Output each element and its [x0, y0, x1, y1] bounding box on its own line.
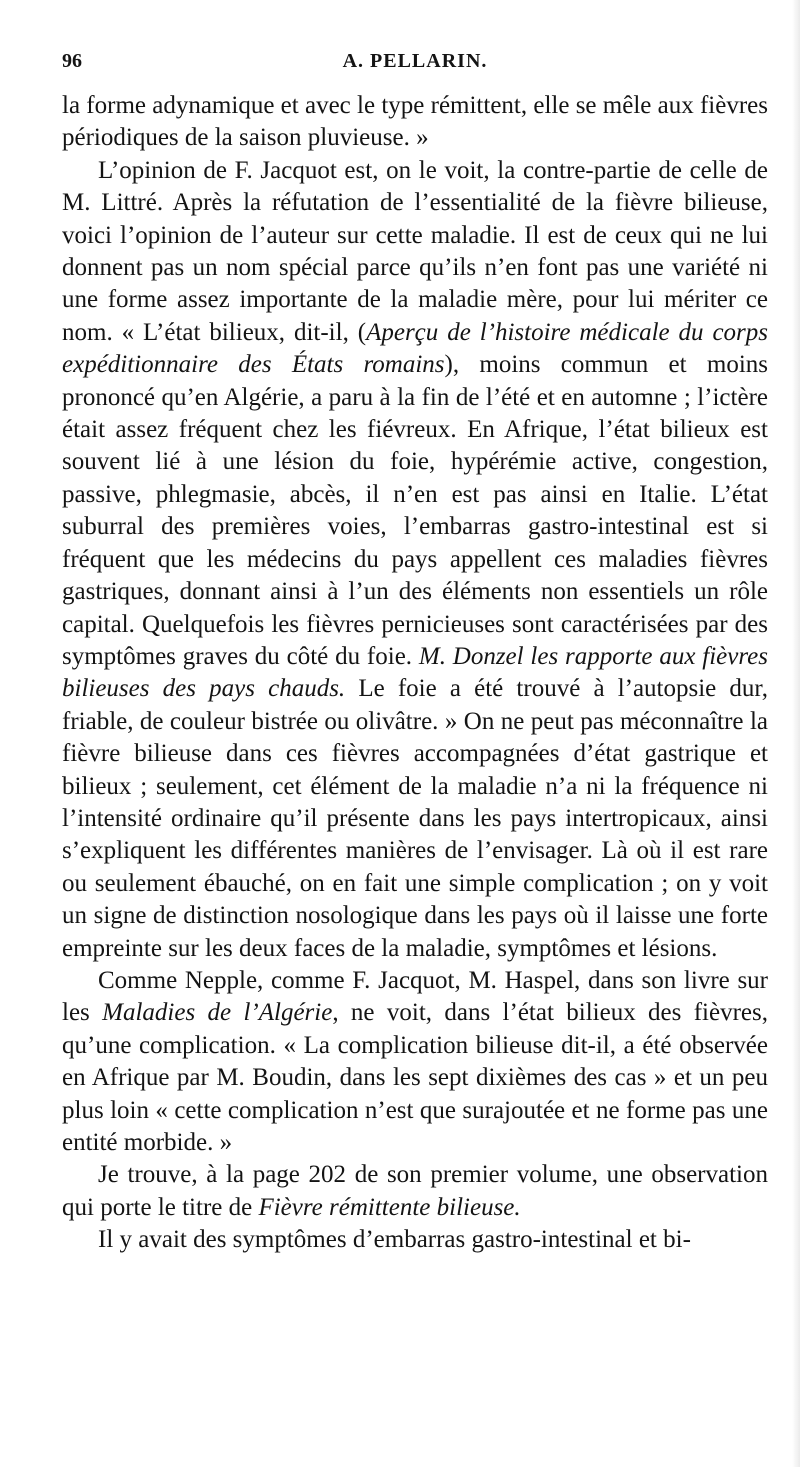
italic-title-apercu: Aperçu de l’histoire médicale du corps expéditionnaire des États romains	[62, 318, 769, 379]
text-run: ), moins commun et moins prononcé qu’en Algérie, a paru à la fin de l’été et en automne ; l’ictère était assez fréquent chez les fiévreux. En Afrique, l’état bilieux est souvent lié à une lésion du foie, hypérémie active, congestion, passive, phlegmasie, abcès, il n’en est pas ainsi en Italie. L’état suburral des premières voies, l’embarras gastro-intestinal est si fréquent que les médecins du pays appellent ces maladies fièvres gastriques, donnant ainsi à l’un des éléments non essentiels un rôle capital. Quelquefois les fièvres pernicieuses sont caractérisées par des symptômes graves du côté du foie.	[62, 351, 768, 670]
italic-title-fievre: Fièvre rémittente bilieuse.	[258, 1193, 521, 1221]
italic-title-maladies: Maladies de l’Algérie	[102, 999, 333, 1027]
text-run: L’opinion de F. Jacquot est, on le voit, la contre-partie de celle de M. Littré. Après la réfutation de l’essentialité de la fièvre bilieuse, voici l’opinion de l’auteur sur cette maladie. Il est de ceux qui ne lui donnent pas un nom spécial parce qu’ils n’en font pas une variété ni une forme assez importante de la maladie mère, pour lui mériter ce nom. « L’état bilieux, dit-il, (	[62, 156, 768, 346]
paragraph-4	[62, 1159, 768, 1224]
paragraph-3	[62, 965, 768, 1159]
text-run: Je trouve, à la page 202 de son premier volume, une observation qui porte le titre de	[62, 1161, 768, 1221]
page-number: 96	[62, 50, 82, 72]
paragraph-5	[62, 1224, 768, 1256]
running-head: A. PELLARIN.	[342, 50, 488, 72]
page-edge-shadow	[792, 0, 800, 1467]
paragraph-1	[62, 90, 768, 155]
text-body	[62, 90, 768, 1257]
text-run: la forme adynamique et avec le type rémittent, elle se mêle aux fièvres périodiques de la saison pluvieuse. »	[62, 92, 768, 152]
text-run: Le foie a été trouvé à l’autopsie dur, friable, de couleur bistrée ou olivâtre. » On ne peut pas méconnaître la fièvre bilieuse dans ces fièvres accompagnées d’état gastrique et bilieux ; seulement, cet élément de la maladie n’a ni la fréquence ni l’intensité ordinaire qu’il présente dans les pays intertropicaux, ainsi s’expliquent les différentes manières de l’envisager. Là où il est rare ou seulement ébauché, on en fait une simple complication ; on y voit un signe de distinction nosologique dans les pays où il laisse une forte empreinte sur les deux faces de la maladie, symptômes et lésions.	[62, 675, 769, 962]
paragraph-2	[62, 155, 768, 965]
text-run: , ne voit, dans l’état bilieux des fièvres, qu’une complication. « La complication bilieuse dit-il, a été observée en Afrique par M. Boudin, dans les sept dixièmes des cas » et un peu plus loin « cette complication n’est que surajoutée et ne forme pas une entité morbide. »	[62, 999, 768, 1156]
page-header	[62, 50, 768, 84]
italic-quote-donzel: M. Donzel les rapporte aux fièvres bilieuses des pays chauds.	[62, 642, 768, 703]
text-run: Il y avait des symptômes d’embarras gastro-intestinal et bi-	[98, 1226, 691, 1254]
text-run: Comme Nepple, comme F. Jacquot, M. Haspel, dans son livre sur les	[62, 966, 768, 1027]
